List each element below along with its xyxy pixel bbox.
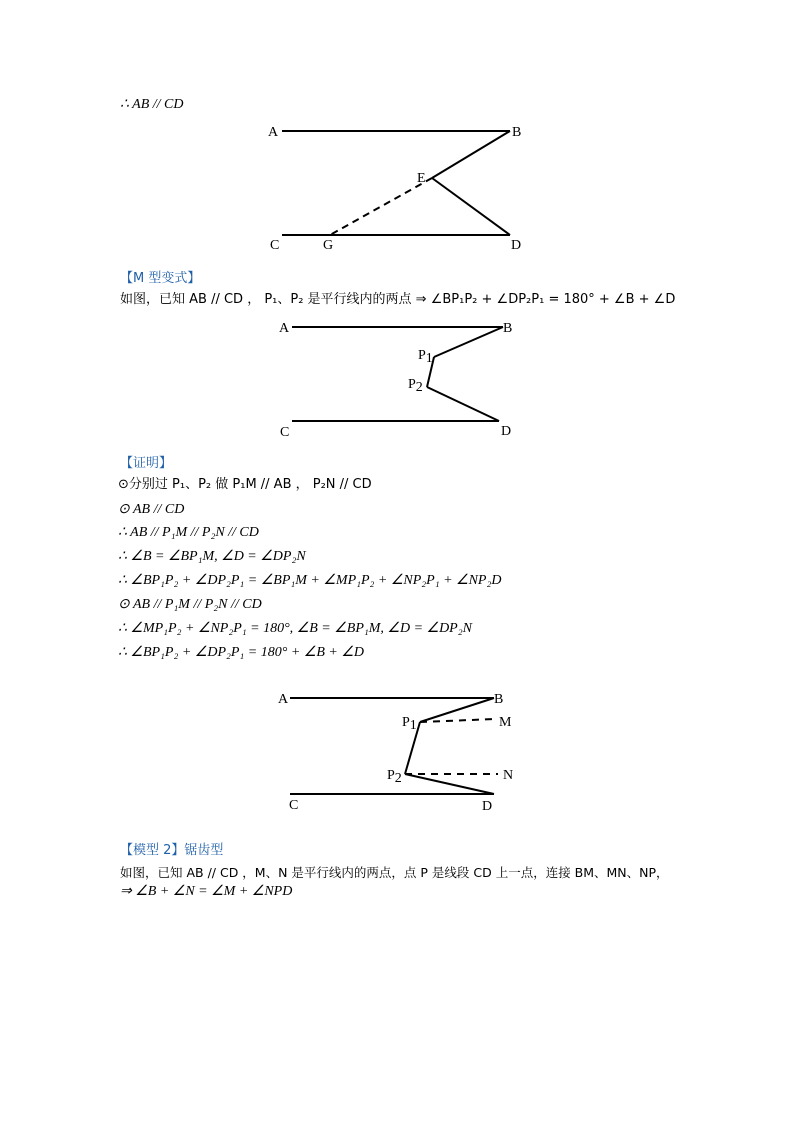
label-d: D: [511, 238, 522, 253]
line-bp1: [434, 327, 503, 357]
label-a: A: [279, 321, 290, 336]
proof-line-5: ∴ ∠BP₁P₂ + ∠DP₂P₁ = ∠BP₁M + ∠MP₁P₂ + ∠NP₂P₁ + ∠NP₂D: [118, 573, 502, 588]
section-heading-proof: 【证明】: [120, 456, 173, 471]
intro-conclusion: ∴ AB // CD: [120, 97, 184, 112]
label-a: A: [278, 692, 289, 707]
proof-line-3: ∴ AB // P₁M // P₂N // CD: [118, 525, 259, 540]
model-2-conclusion: ⇒ ∠B + ∠N = ∠M + ∠NPD: [120, 884, 293, 899]
dashed-line-eg: [330, 178, 432, 235]
label-n: N: [503, 768, 514, 783]
figure-2-diagram: [275, 315, 525, 440]
proof-line-6: ⊙ AB // P₁M // P₂N // CD: [118, 597, 262, 612]
label-c: C: [280, 425, 290, 440]
proof-line-4: ∴ ∠B = ∠BP₁M, ∠D = ∠DP₂N: [118, 549, 306, 564]
figure-1-diagram: [260, 118, 540, 258]
model-2-statement: 如图，已知 AB // CD ，M、N 是平行线内的两点，点 P 是线段 CD 上一点，连接 BM、MN、NP，: [120, 865, 669, 880]
line-p2d: [405, 774, 494, 794]
label-m: M: [499, 715, 512, 730]
label-c: C: [270, 238, 280, 253]
label-c: C: [289, 798, 299, 813]
line-bp1: [420, 698, 494, 722]
figure-3-diagram: [270, 688, 530, 813]
label-p2: P2: [408, 377, 423, 395]
label-p1: P1: [402, 715, 417, 733]
section-heading-model-2: 【模型 2】锯齿型: [120, 843, 224, 858]
label-p2: P2: [387, 768, 402, 786]
label-b: B: [512, 125, 522, 140]
label-d: D: [501, 424, 512, 439]
label-b: B: [503, 321, 513, 336]
section-heading-m-variant: 【M 型变式】: [120, 271, 201, 286]
line-ed: [432, 178, 510, 235]
label-p1: P1: [418, 348, 433, 366]
proof-line-2: ⊙ AB // CD: [118, 502, 185, 517]
label-d: D: [482, 799, 493, 814]
label-e: E: [417, 171, 426, 186]
label-b: B: [494, 692, 504, 707]
label-g: G: [323, 238, 334, 253]
proof-line-7: ∴ ∠MP₁P₂ + ∠NP₂P₁ = 180°, ∠B = ∠BP₁M, ∠D = ∠DP₂N: [118, 621, 472, 636]
m-variant-statement: 如图，已知 AB // CD ， P₁、P₂ 是平行线内的两点 ⇒ ∠BP₁P₂ + ∠DP₂P₁ = 180° + ∠B + ∠D: [120, 292, 676, 307]
proof-line-1: ⊙分别过 P₁、P₂ 做 P₁M // AB ， P₂N // CD: [118, 477, 372, 492]
dashed-line-p1m: [420, 719, 496, 722]
proof-line-8: ∴ ∠BP₁P₂ + ∠DP₂P₁ = 180° + ∠B + ∠D: [118, 645, 364, 660]
line-p2d: [427, 387, 499, 421]
line-be: [432, 131, 510, 178]
label-a: A: [268, 125, 279, 140]
